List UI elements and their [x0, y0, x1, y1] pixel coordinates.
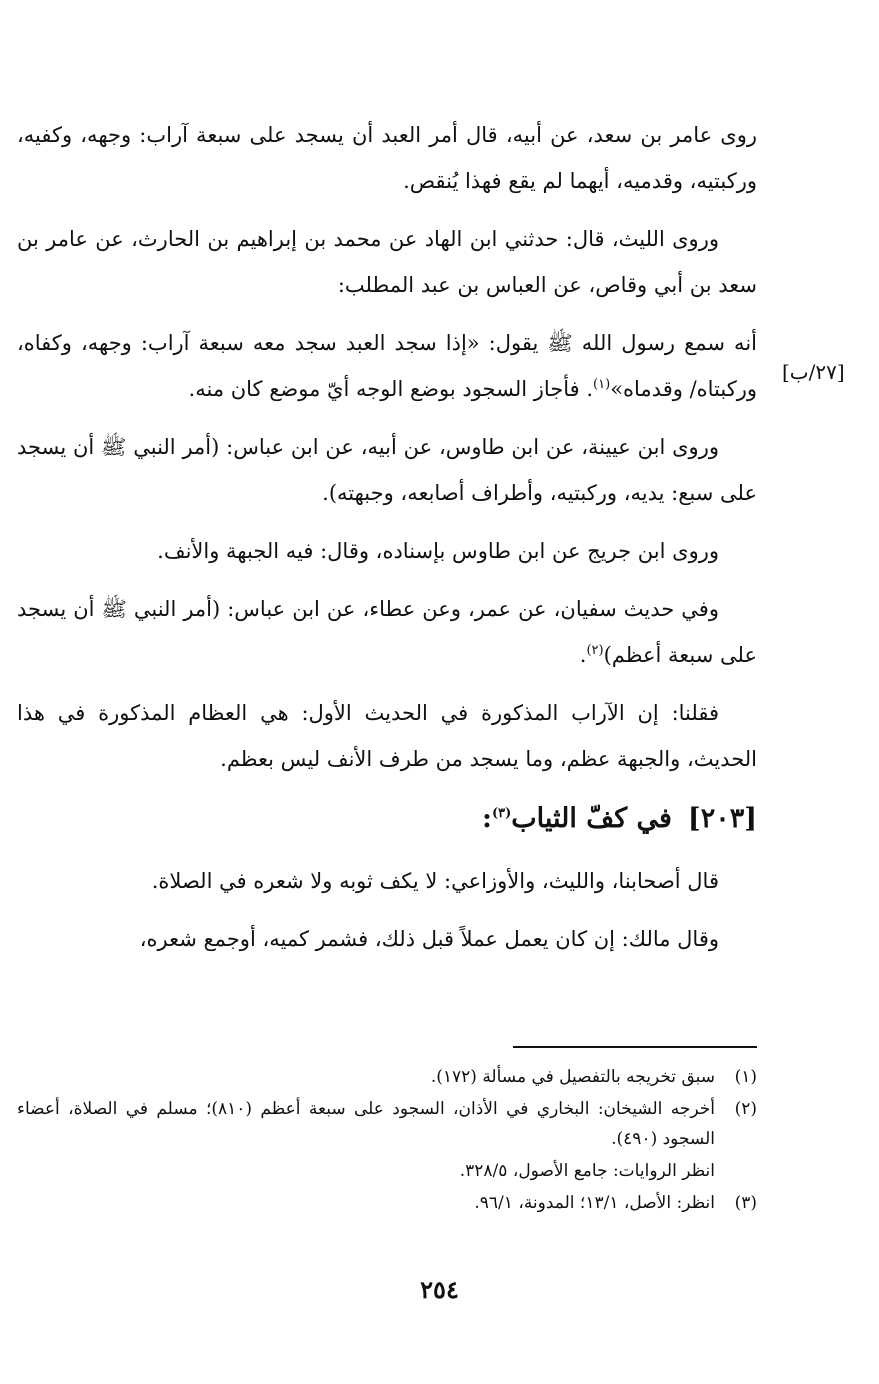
paragraph-7: فقلنا: إن الآراب المذكورة في الحديث الأول: هي العظام المذكورة في هذا الحديث، والجبهة عظم، وما يسجد من طرف الأنف ليس بعظم.: [17, 701, 757, 771]
paragraph-9: وقال مالك: إن كان يعمل عملاً قبل ذلك، فشمر كميه، أوجمع شعره،: [139, 927, 719, 951]
paragraph-3-main: أنه سمع رسول الله ﷺ يقول: «إذا سجد العبد سجد معه سبعة آراب: وجهه، وكفاه، وركبتاه/ وقدماه»: [17, 331, 757, 401]
footnote-number: (١): [734, 1067, 757, 1087]
footnote-ref-3: (٣): [491, 806, 512, 821]
paragraph-4: وروى ابن عيينة، عن ابن طاوس، عن أبيه، عن ابن عباس: (أمر النبي ﷺ أن يسجد على سبع: يديه، وركبتيه، وأطراف أصابعه، وجبهته).: [17, 435, 757, 505]
paragraph-6: [17, 586, 757, 678]
paragraph-8: قال أصحابنا، والليث، والأوزاعي: لا يكف ثوبه ولا شعره في الصلاة.: [151, 869, 719, 893]
footnote-text: انظر: الأصل، ١٣/١؛ المدونة، ٩٦/١.: [474, 1193, 715, 1213]
section-heading: [17, 796, 757, 842]
footnote-1: [17, 1062, 757, 1092]
margin-folio-note: [٢٧/ب]: [782, 360, 845, 384]
section-number: [٢٠٣]: [687, 803, 757, 834]
paragraph-6-main: وفي حديث سفيان، عن عمر، وعن عطاء، عن ابن عباس: (أمر النبي ﷺ أن يسجد على سبعة أعظم): [17, 597, 757, 667]
footnote-2-continued: [17, 1156, 757, 1186]
section-title: في كفّ الثياب: [511, 803, 672, 834]
footnote-number: (٢): [734, 1099, 757, 1119]
paragraph-3-tail: . فأجاز السجود بوضع الوجه أيّ موضع كان منه.: [188, 377, 594, 401]
paragraph-6-tail: .: [579, 643, 587, 667]
paragraph-5: وروى ابن جريج عن ابن طاوس بإسناده، وقال: فيه الجبهة والأنف.: [157, 539, 719, 563]
footnote-text: سبق تخريجه بالتفصيل في مسألة (١٧٢).: [430, 1067, 715, 1087]
footnote-text: أخرجه الشيخان: البخاري في الأذان، السجود على سبعة أعظم (٨١٠)؛ مسلم في الصلاة، أعضاء السجود (٤٩٠).: [17, 1099, 715, 1149]
footnotes: [17, 1062, 757, 1220]
paragraph-3: [17, 320, 757, 412]
footnote-divider: [513, 1046, 757, 1048]
paragraph-2: وروى الليث، قال: حدثني ابن الهاد عن محمد بن إبراهيم بن الحارث، عن عامر بن سعد بن أبي وقاص، عن العباس بن عبد المطلب:: [17, 227, 757, 297]
footnote-2: [17, 1094, 757, 1154]
footnote-ref-1: (١): [593, 377, 611, 392]
footnote-number: (٣): [734, 1193, 757, 1213]
footnote-ref-2: (٢): [586, 643, 604, 658]
footnote-3: [17, 1188, 757, 1218]
section-colon: :: [481, 803, 492, 834]
footnote-text: انظر الروايات: جامع الأصول، ٣٢٨/٥.: [459, 1161, 715, 1181]
paragraph-1: روى عامر بن سعد، عن أبيه، قال أمر العبد أن يسجد على سبعة آراب: وجهه، وكفيه، وركبتيه، وقدميه، أيهما لم يقع فهذا يُنقص.: [17, 123, 757, 193]
main-text: [17, 112, 757, 974]
page-number: ٢٥٤: [420, 1275, 459, 1304]
